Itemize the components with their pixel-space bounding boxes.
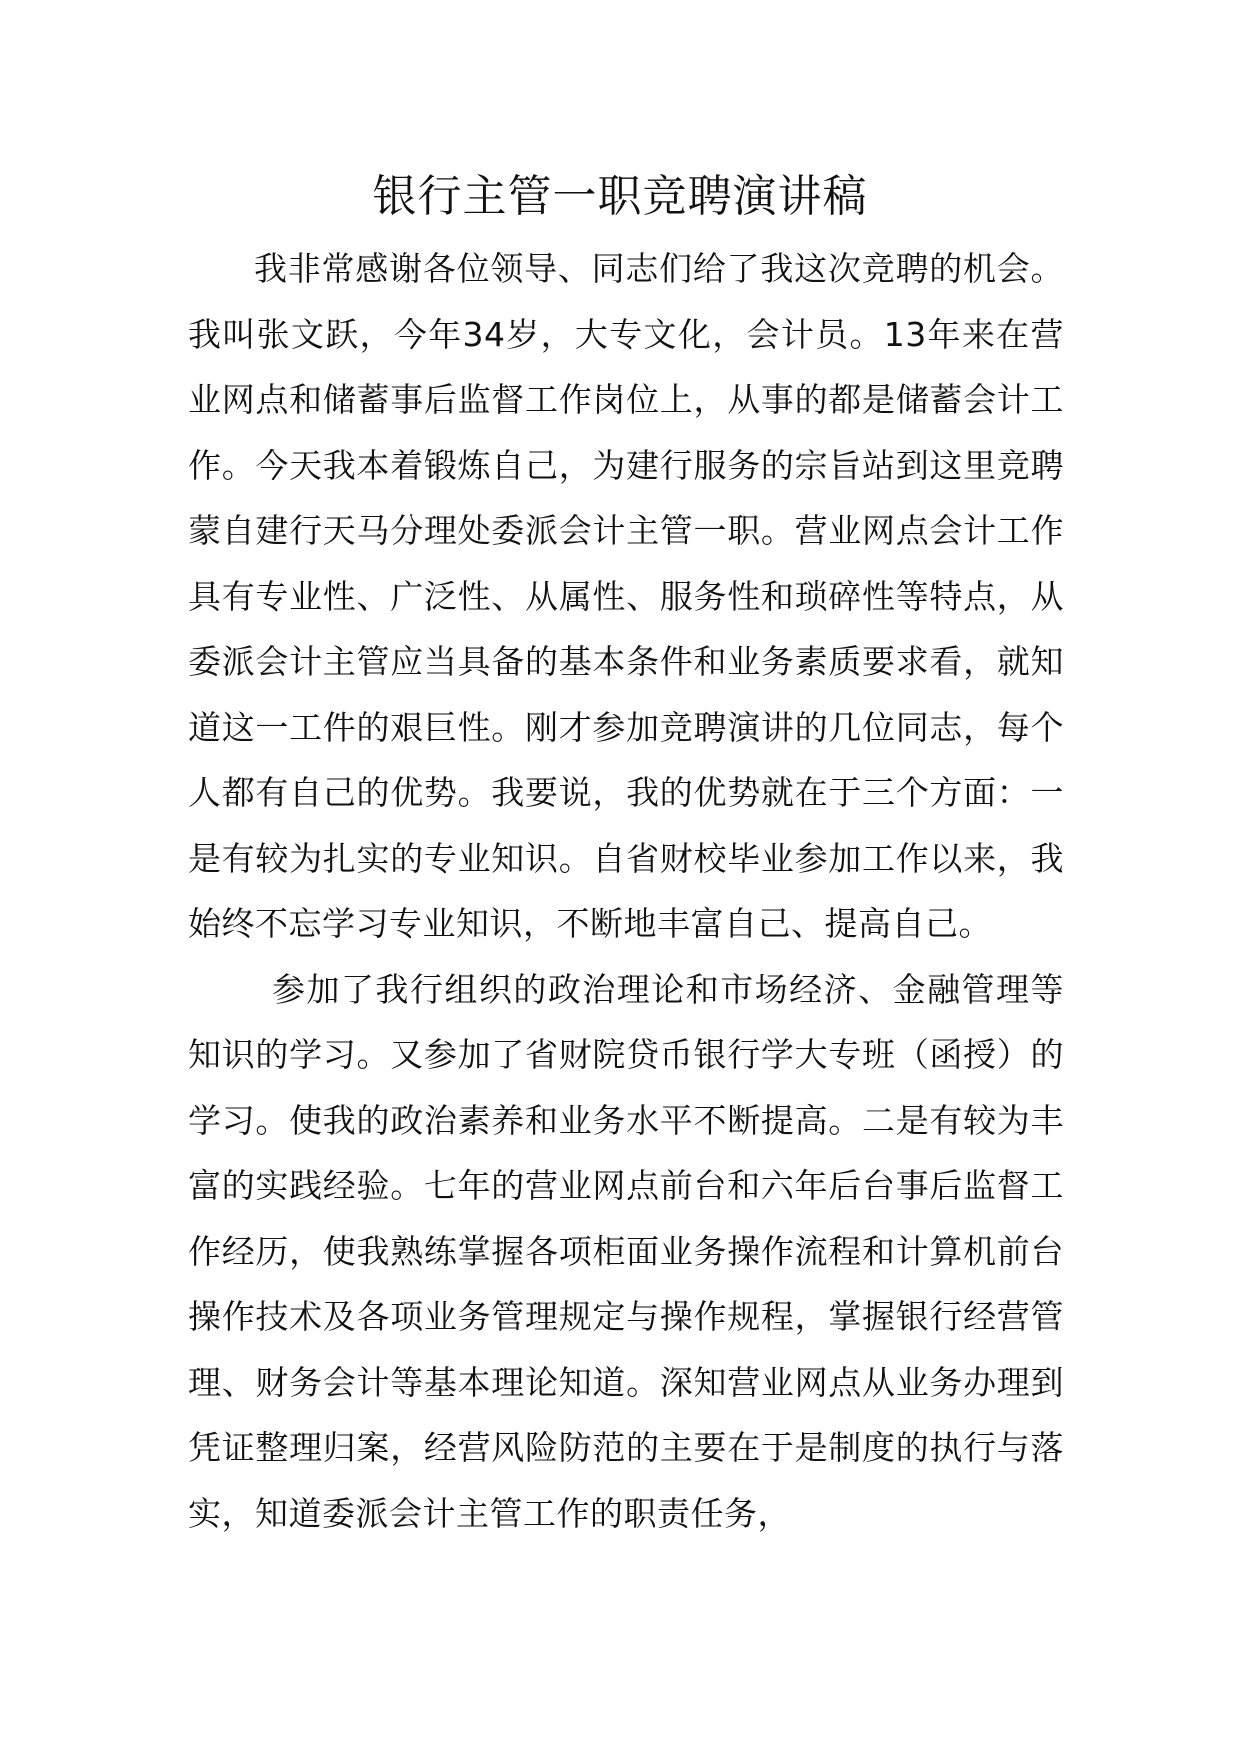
paragraph-2: 参加了我行组织的政治理论和市场经济、金融管理等知识的学习。又参加了省财院贷币银行学大专班（函授）的学习。使我的政治素养和业务水平不断提高。二是有较为丰富的实践经验。七年的营业网点前台和六年后台事后监督工作经历，使我熟练掌握各项柜面业务操作流程和计算机前台操作技术及各项业务管理规定与操作规程，掌握银行经营管理、财务会计等基本理论知道。深知营业网点从业务办理到凭证整理归案，经营风险防范的主要在于是制度的执行与落实，知道委派会计主管工作的职责任务， [188, 969, 1064, 1533]
paragraph-1: 我非常感谢各位领导、同志们给了我这次竞聘的机会。我叫张文跃，今年34岁，大专文化，会计员。13年来在营业网点和储蓄事后监督工作岗位上，从事的都是储蓄会计工作。今天我本着锻炼自己，为建行服务的宗旨站到这里竞聘蒙自建行天马分理处委派会计主管一职。营业网点会计工作具有专业性、广泛性、从属性、服务性和琐碎性等特点，从委派会计主管应当具备的基本条件和业务素质要求看，就知道这一工件的艰巨性。刚才参加竞聘演讲的几位同志，每个人都有自己的优势。我要说，我的优势就在于三个方面：一是有较为扎实的专业知识。自省财校毕业参加工作以来，我始终不忘学习专业知识，不断地丰富自己、提高自己。 [188, 249, 1064, 943]
document-body [188, 236, 1064, 1546]
document-title: 银行主管一职竞聘演讲稿 [372, 171, 868, 222]
